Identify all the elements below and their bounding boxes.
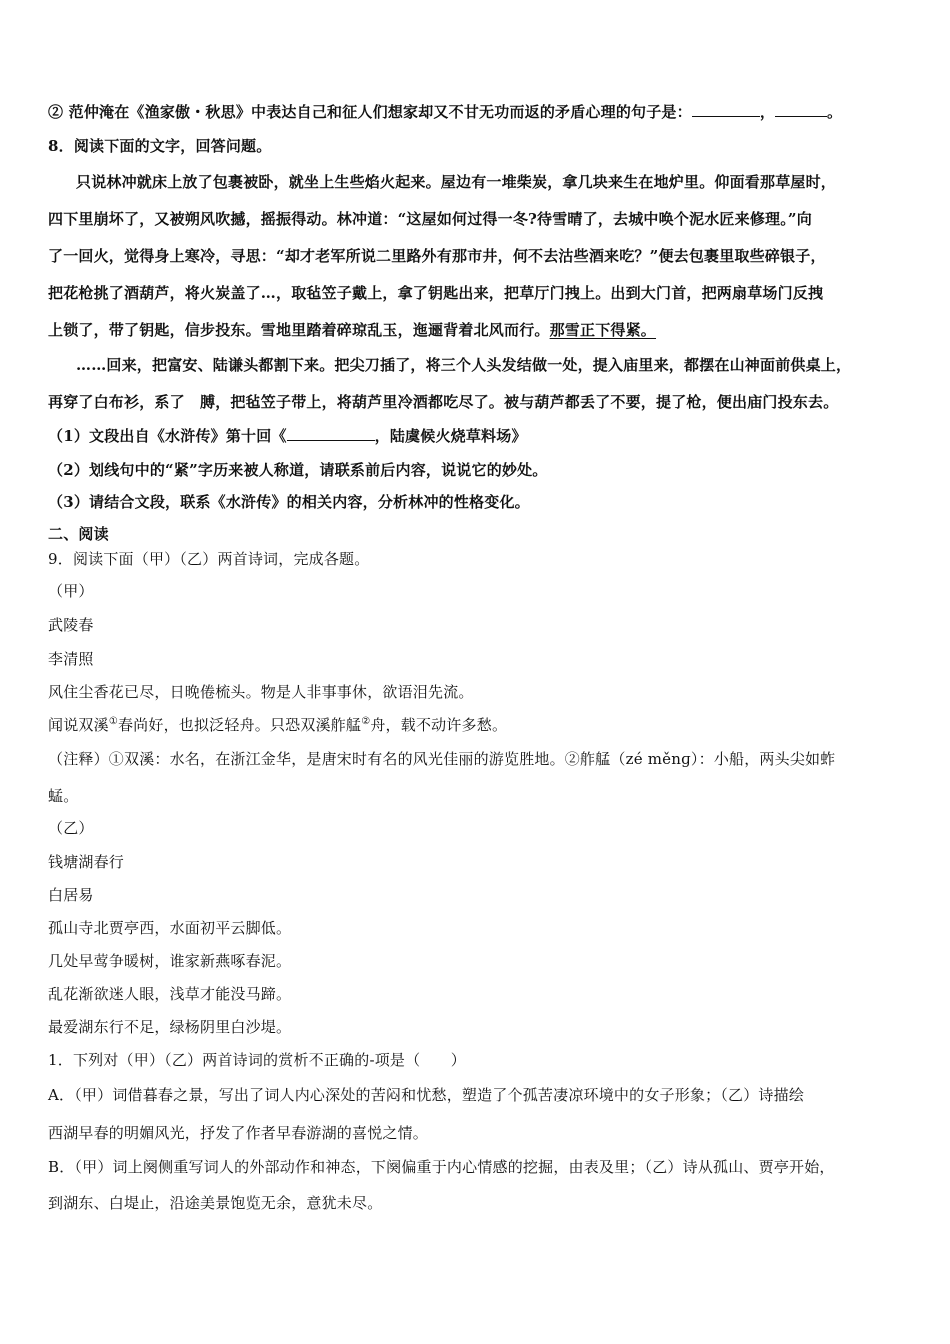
q8-passage-line-3: 了一回火，觉得身上寒冷，寻思：“却才老军所说二里路外有那市井，何不去沽些酒来吃？”便去包裹里取些碎银子，: [48, 247, 826, 265]
yi-poem-author: 白居易: [48, 886, 94, 904]
option-a-line-2[interactable]: 西湖早春的明媚风光，抒发了作者早春游湖的喜悦之情。: [48, 1124, 429, 1142]
footnote-mark-2: ②: [361, 716, 371, 727]
annotation-line-2: 蜢。: [48, 787, 79, 805]
yi-label: （乙）: [48, 819, 94, 837]
jia-label: （甲）: [48, 582, 94, 600]
yi-poem-line-3: 乱花渐欲迷人眼，浅草才能没马蹄。: [48, 985, 292, 1003]
answer-blank-1[interactable]: [692, 102, 760, 117]
q8-sub-1-prefix: （1）文段出自《水浒传》第十回《: [48, 427, 287, 445]
q8-sub-1: [48, 426, 527, 446]
jia-poem-line-2-a: 闻说双溪: [48, 716, 109, 734]
q7-2-line: [48, 102, 842, 122]
jia-poem-line-2-b: 春尚好，也拟泛轻舟。只恐双溪舴艋: [117, 716, 362, 734]
yi-poem-line-1: 孤山寺北贾亭西，水面初平云脚低。: [48, 919, 292, 937]
yi-poem-title: 钱塘湖春行: [48, 853, 125, 871]
underlined-sentence: 那雪正下得紧。: [549, 321, 657, 339]
q7-2-end: 。: [827, 103, 843, 121]
jia-poem-line-2-c: 舟，载不动许多愁。: [370, 716, 508, 734]
q8-heading: 8．阅读下面的文字，回答问题。: [48, 137, 272, 155]
q8-passage2-line-1: ……回来，把富安、陆谦头都割下来。把尖刀插了，将三个人头发结做一处，提入庙里来，都摆在山神面前供桌上，: [76, 356, 852, 374]
q8-sub-1-suffix: ，陆虞候火烧草料场》: [374, 427, 527, 445]
option-b-line-2[interactable]: 到湖东、白堤止，沿途美景饱览无余，意犹未尽。: [48, 1194, 383, 1212]
yi-poem-line-2: 几处早莺争暖树，谁家新燕啄春泥。: [48, 952, 292, 970]
option-b-line-1[interactable]: B．（甲）词上阕侧重写词人的外部动作和神态，下阕偏重于内心情感的挖掘，由表及里；（乙）诗从孤山、贾亭开始，: [48, 1158, 835, 1176]
q9-heading: 9．阅读下面（甲）（乙）两首诗词，完成各题。: [48, 550, 370, 568]
q8-passage-line-1: 只说林冲就床上放了包裹被卧，就坐上生些焰火起来。屋边有一堆柴炭，拿几块来生在地炉里。仰面看那草屋时，: [76, 173, 837, 191]
option-a-line-1[interactable]: A．（甲）词借暮春之景，写出了词人内心深处的苦闷和忧愁，塑造了个孤苦凄凉环境中的女子形象；（乙）诗描绘: [48, 1086, 805, 1104]
annotation-line-1: （注释）①双溪：水名，在浙江金华，是唐宋时有名的风光佳丽的游览胜地。②舴艋（zé měnɡ）：小船，两头尖如蚱: [48, 750, 836, 768]
q8-passage-line-2: 四下里崩坏了，又被朔风吹撼，摇振得动。林冲道：“这屋如何过得一冬?待雪晴了，去城中唤个泥水匠来修理。”向: [48, 210, 812, 228]
q7-2-text: ② 范仲淹在《渔家傲・秋思》中表达自己和征人们想家却又不甘无功而返的矛盾心理的句子是：: [48, 103, 692, 121]
jia-poem-line-1: 风住尘香花已尽，日晚倦梳头。物是人非事事休，欲语泪先流。: [48, 683, 474, 701]
footnote-mark-1: ①: [108, 716, 118, 727]
answer-blank-2[interactable]: [775, 102, 827, 117]
q8-sub-3: （3）请结合文段，联系《水浒传》的相关内容，分析林冲的性格变化。: [48, 493, 530, 511]
q7-2-separator: ，: [759, 103, 776, 121]
q8-passage2-line-2: 再穿了白布衫，系了 膊，把毡笠子带上，将葫芦里冷酒都吃尽了。被与葫芦都丢了不要，提了枪，便出庙门投东去。: [48, 393, 839, 411]
section-title: 二、阅读: [48, 525, 109, 543]
q8-passage-line-4: 把花枪挑了酒葫芦，将火炭盖了…，取毡笠子戴上，拿了钥匙出来，把草厅门拽上。出到大门首，把两扇草场门反拽: [48, 284, 824, 302]
q9-sub-1: 1．下列对（甲）（乙）两首诗词的赏析不正确的-项是（ ）: [48, 1051, 466, 1069]
jia-poem-line-2: [48, 715, 507, 735]
q8-sub-2: （2）划线句中的“紧”字历来被人称道，请联系前后内容，说说它的妙处。: [48, 461, 548, 479]
q8-passage-line-5-text: 上锁了，带了钥匙，信步投东。雪地里踏着碎琼乱玉，迤逦背着北风而行。: [48, 321, 550, 339]
answer-blank-3[interactable]: [287, 426, 375, 441]
jia-poem-author: 李清照: [48, 650, 94, 668]
yi-poem-line-4: 最爱湖东行不足，绿杨阴里白沙堤。: [48, 1018, 292, 1036]
jia-poem-title: 武陵春: [48, 616, 94, 634]
q8-passage-line-5: [48, 320, 656, 340]
